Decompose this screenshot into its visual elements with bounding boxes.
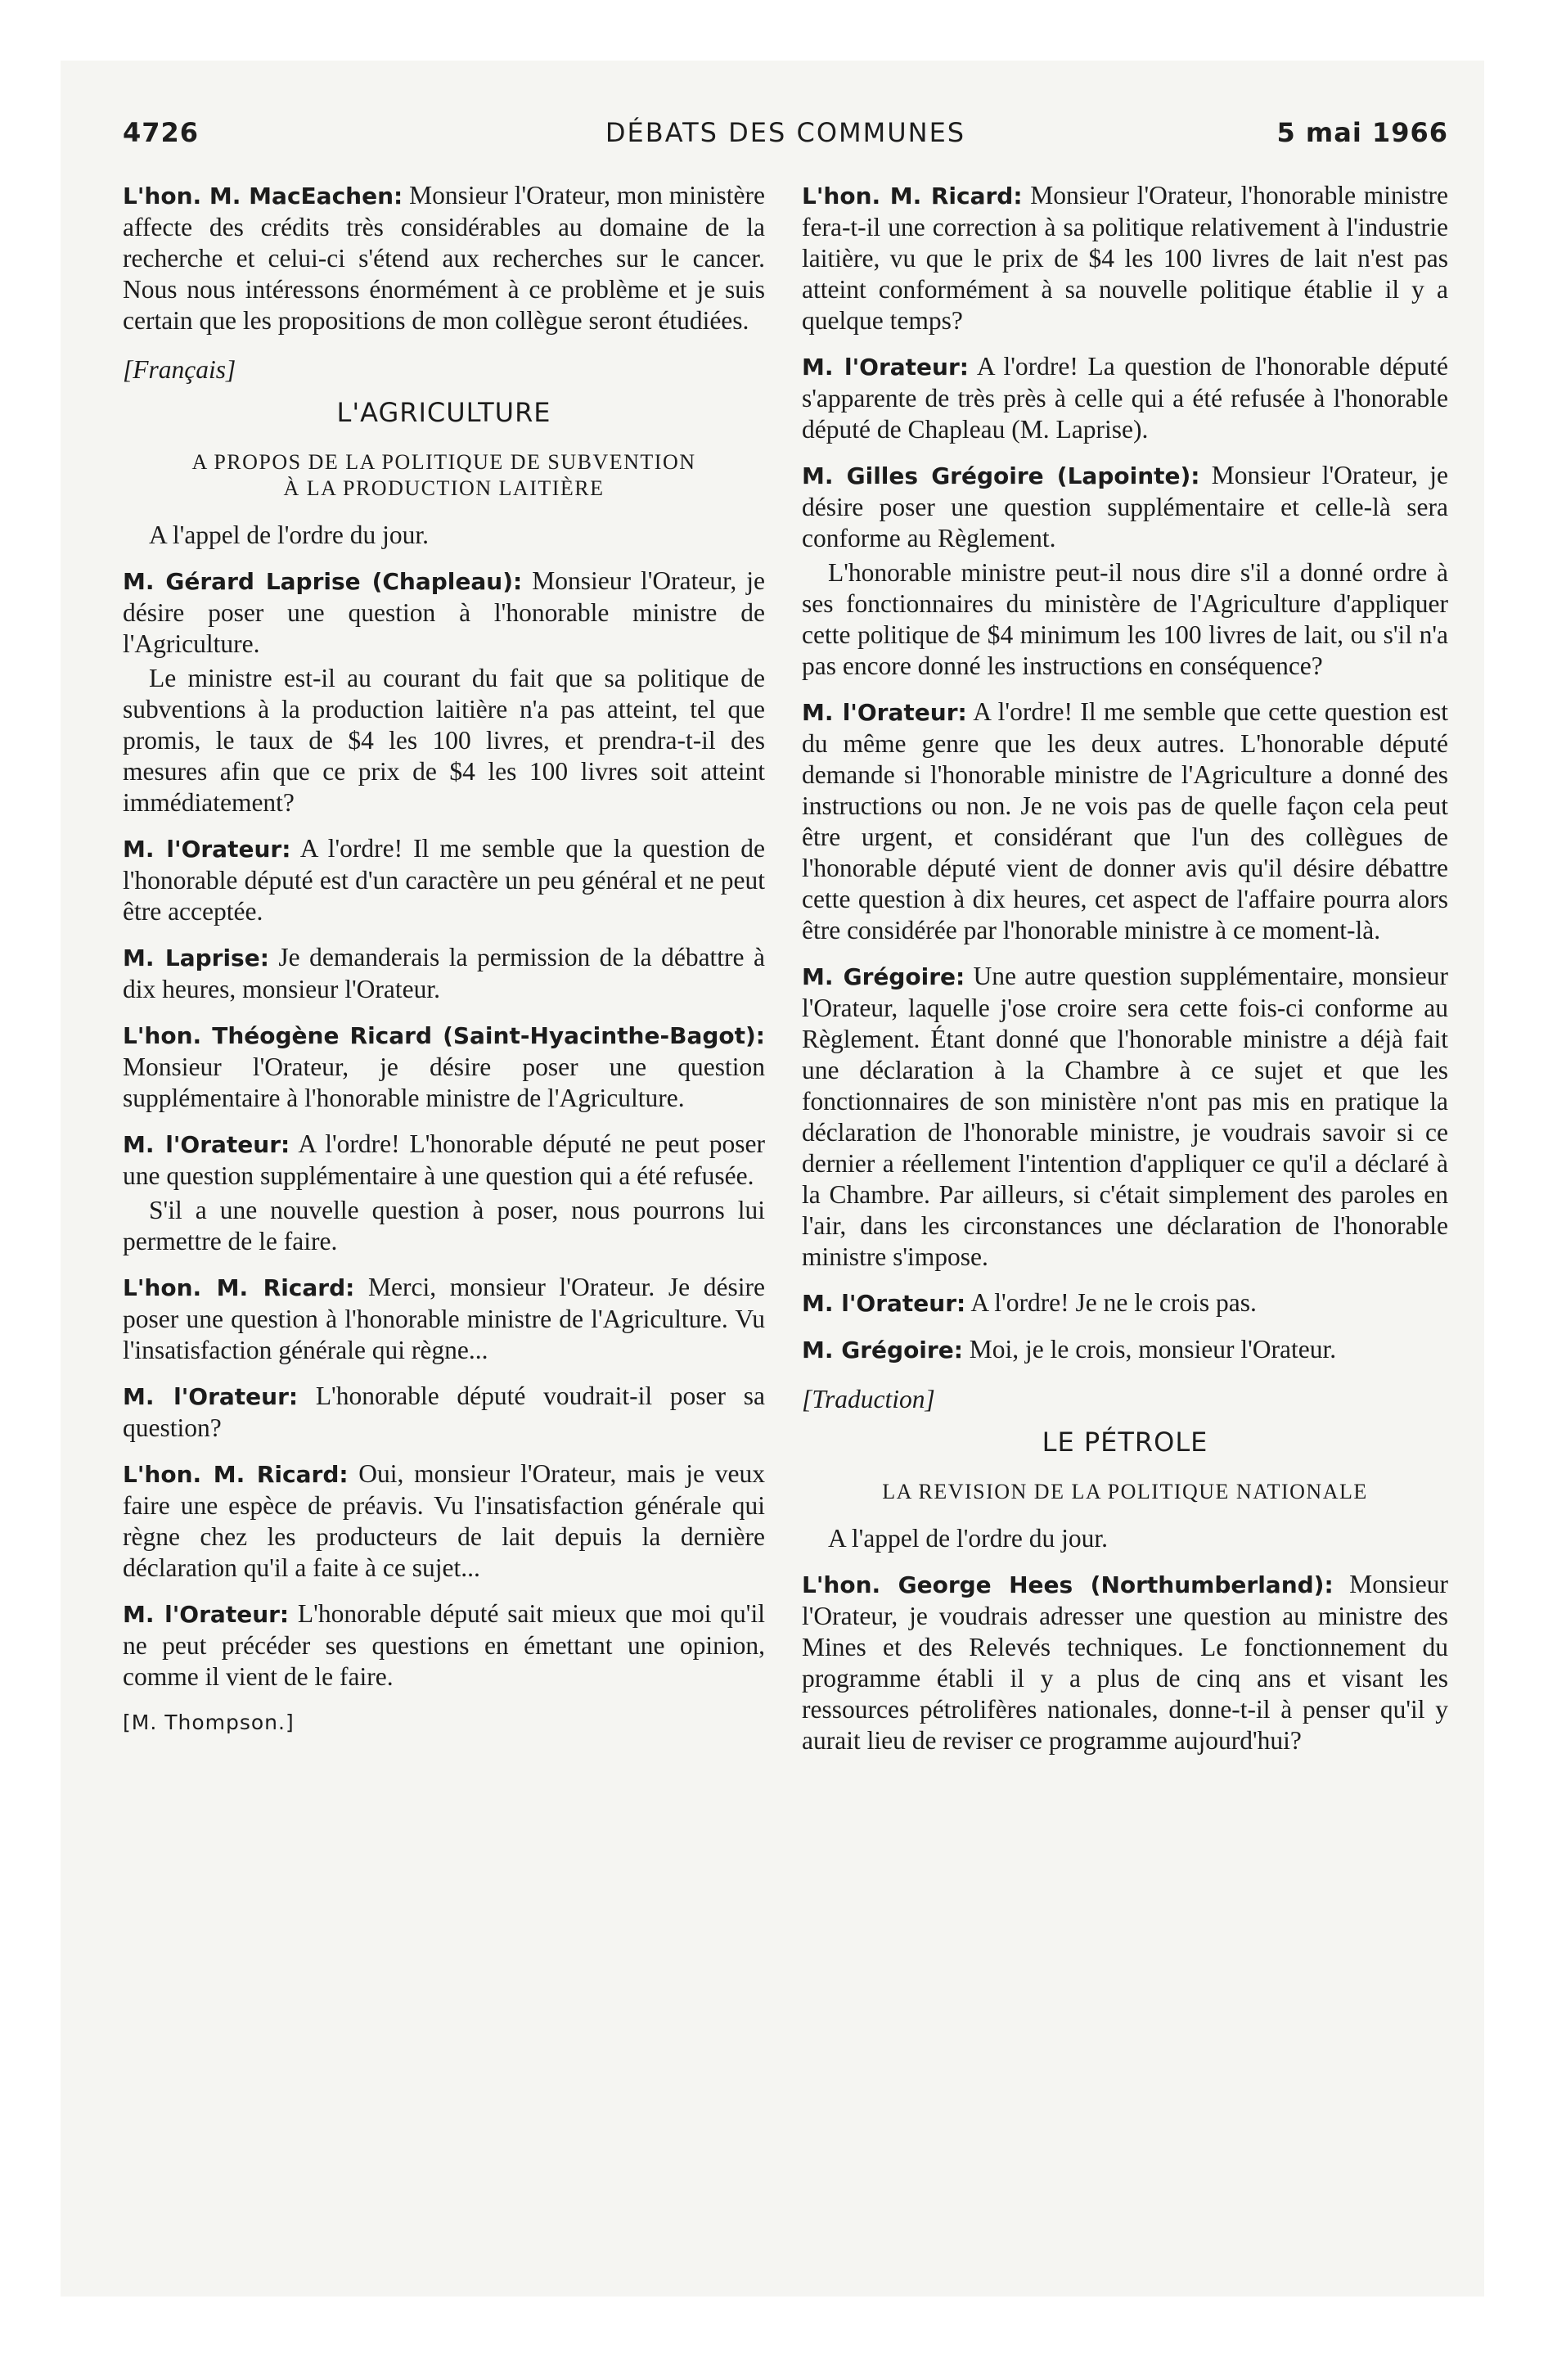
- speech-text: A l'ordre! Il me semble que cette question est du même genre que les deux autres. L'honorable député demande si l'honorable ministre de l'Agriculture a donné des instructions ou non. Je ne vois pas de quelle façon cela peut être urgent, et considérant que l'un des collègues de l'honorable député vient de donner avis qu'il désire débattre cette question à dix heures, cet aspect de l'affaire pourra alors être considérée par l'honorable ministre à ce moment-là.: [802, 697, 1448, 944]
- paragraph: [123, 942, 765, 1005]
- speaker-name: M. Gilles Grégoire (Lapointe):: [802, 462, 1200, 489]
- section-title: L'AGRICULTURE: [336, 397, 551, 428]
- speaker-name: L'hon. M. Ricard:: [802, 183, 1023, 210]
- footer-reference: [M. Thompson.]: [123, 1711, 295, 1734]
- paragraph: [802, 1569, 1448, 1756]
- paragraph: [123, 1458, 765, 1584]
- speaker-name: M. l'Orateur:: [802, 1290, 966, 1317]
- speaker-name: M. Grégoire:: [802, 963, 965, 990]
- paragraph: [802, 180, 1448, 336]
- subsection-title-line: A PROPOS DE LA POLITIQUE DE SUBVENTION: [191, 450, 696, 474]
- page-date: 5 mai 1966: [1276, 117, 1448, 148]
- order-call: A l'appel de l'ordre du jour.: [149, 521, 430, 549]
- speaker-name: M. l'Orateur:: [123, 1383, 299, 1410]
- speaker-name: L'hon. M. Ricard:: [123, 1274, 355, 1301]
- speech-text: L'honorable député sait mieux que moi qu'il ne peut précéder ses questions en émettant une opinion, comme il vient de le faire.: [123, 1599, 765, 1691]
- speech-text: Monsieur l'Orateur, je voudrais adresser une question au ministre des Mines et des Relevés techniques. Le fonctionnement du programme établi il y a plus de cinq ans et visant les ressources pétrolifères nationales, donne-t-il à penser qu'il y aurait lieu de reviser ce programme aujourd'hui?: [802, 1570, 1448, 1755]
- speaker-name: M. l'Orateur:: [123, 836, 291, 863]
- speech-text: Monsieur l'Orateur, je désire poser une question supplémentaire à l'honorable ministre de l'Agriculture.: [123, 1053, 765, 1112]
- speaker-name: M. Gérard Laprise (Chapleau):: [123, 568, 523, 595]
- paragraph: [123, 1381, 765, 1444]
- speech-text: Merci, monsieur l'Orateur. Je désire poser une question à l'honorable ministre de l'Agriculture. Vu l'insatisfaction générale qui règne...: [123, 1273, 766, 1364]
- paragraph: [123, 566, 765, 660]
- speaker-name: M. l'Orateur:: [123, 1131, 290, 1158]
- speech-text: Monsieur l'Orateur, mon ministère affecte des crédits très considérables au domaine de la recherche et celui-ci s'étend aux recherches sur le cancer. Nous nous intéressons énormément à ce problème et je suis certain que les propositions de mon collègue seront étudiées.: [123, 181, 765, 335]
- speech-text: Monsieur l'Orateur, je désire poser une question supplémentaire et celle-là sera conforme au Règlement.: [802, 461, 1448, 552]
- speech-text: Oui, monsieur l'Orateur, mais je veux faire une espèce de préavis. Vu l'insatisfaction générale qui règne chez les producteurs de lait depuis la dernière déclaration qu'il a faite à ce sujet...: [123, 1459, 765, 1582]
- speech-text: Monsieur l'Orateur, l'honorable ministre fera-t-il une correction à sa politique relativement à l'industrie laitière, vu que le prix de $4 les 100 livres de lait n'est pas atteint conformément à sa nouvelle politique établie il y a quelque temps?: [802, 181, 1449, 335]
- speech-text: A l'ordre! Je ne le crois pas.: [965, 1288, 1257, 1317]
- speaker-name: M. l'Orateur:: [123, 1601, 290, 1628]
- paragraph-continued: Le ministre est-il au courant du fait que sa politique de subventions à la production laitière n'a pas atteint, tel que promis, le taux de $4 les 100 livres, et prendra-t-il des mesures afin que ce prix de $4 les 100 livres soit atteint immédiatement?: [123, 664, 765, 817]
- language-tag: [Traduction]: [802, 1385, 935, 1413]
- paragraph: [802, 961, 1448, 1273]
- speech-text: A l'ordre! La question de l'honorable député s'apparente de très près à celle qui a été refusée à l'honorable député de Chapleau (M. Laprise).: [802, 352, 1448, 444]
- section-title: LE PÉTROLE: [1042, 1427, 1208, 1458]
- order-call: A l'appel de l'ordre du jour.: [828, 1524, 1109, 1553]
- left-column: [123, 180, 765, 1738]
- speaker-name: L'hon. M. MacEachen:: [123, 183, 403, 210]
- speaker-name: L'hon. Théogène Ricard (Saint-Hyacinthe-Bagot):: [123, 1022, 765, 1049]
- publication-title: DÉBATS DES COMMUNES: [605, 117, 966, 148]
- speaker-name: L'hon. M. Ricard:: [123, 1461, 349, 1488]
- paragraph: [802, 1287, 1448, 1319]
- page-number: 4726: [123, 117, 200, 148]
- speech-text: Une autre question supplémentaire, monsieur l'Orateur, laquelle j'ose croire sera cette fois-ci conforme au Règlement. Étant donné que l'honorable ministre a déjà fait une déclaration à la Chambre à ce sujet et que les fonctionnaires de son ministère n'ont pas mis en pratique la déclaration de l'honorable ministre, je voudrais savoir si ce dernier a réellement l'intention d'appliquer ce qu'il a déclaré à la Chambre. Par ailleurs, si c'était simplement des paroles en l'air, dans les circonstances une déclaration de l'honorable ministre s'impose.: [802, 962, 1449, 1271]
- speaker-name: L'hon. George Hees (Northumberland):: [802, 1571, 1334, 1598]
- speech-text: Moi, je le crois, monsieur l'Orateur.: [962, 1335, 1337, 1364]
- speech-text: Monsieur l'Orateur, je désire poser une question à l'honorable ministre de l'Agriculture.: [123, 566, 765, 658]
- subsection-title: [123, 449, 765, 502]
- speech-text: A l'ordre! Il me semble que la question de l'honorable député est d'un caractère un peu général et ne peut être acceptée.: [123, 834, 765, 926]
- right-column: [802, 180, 1448, 1771]
- speaker-name: M. l'Orateur:: [802, 699, 967, 726]
- subsection-title-line: À LA PRODUCTION LAITIÈRE: [283, 476, 605, 500]
- paragraph: [802, 696, 1448, 946]
- paragraph: [123, 180, 765, 336]
- paragraph: [802, 460, 1448, 554]
- paragraph: [123, 1129, 765, 1192]
- paragraph: [123, 1272, 765, 1366]
- paragraph: [802, 1334, 1448, 1366]
- speech-text: A l'ordre! L'honorable député ne peut poser une question supplémentaire à une question qui a été refusée.: [123, 1129, 765, 1190]
- paragraph: [123, 1598, 765, 1693]
- speaker-name: M. l'Orateur:: [802, 354, 969, 381]
- speech-text: Je demanderais la permission de la débattre à dix heures, monsieur l'Orateur.: [123, 943, 765, 1003]
- language-tag: [Français]: [123, 355, 236, 384]
- paragraph-continued: S'il a une nouvelle question à poser, nous pourrons lui permettre de le faire.: [123, 1196, 765, 1255]
- speaker-name: M. Laprise:: [123, 944, 269, 971]
- speech-text: L'honorable député voudrait-il poser sa question?: [123, 1382, 765, 1442]
- paragraph-continued: L'honorable ministre peut-il nous dire s'il a donné ordre à ses fonctionnaires du ministère de l'Agriculture d'appliquer cette politique de $4 minimum les 100 livres de lait, ou s'il n'a pas encore donné les instructions en conséquence?: [802, 558, 1448, 680]
- paragraph: [802, 351, 1448, 445]
- speaker-name: M. Grégoire:: [802, 1336, 963, 1364]
- paragraph: [123, 833, 765, 927]
- paragraph: [123, 1020, 765, 1114]
- subsection-title: LA REVISION DE LA POLITIQUE NATIONALE: [882, 1480, 1368, 1503]
- page-header: [123, 117, 1448, 150]
